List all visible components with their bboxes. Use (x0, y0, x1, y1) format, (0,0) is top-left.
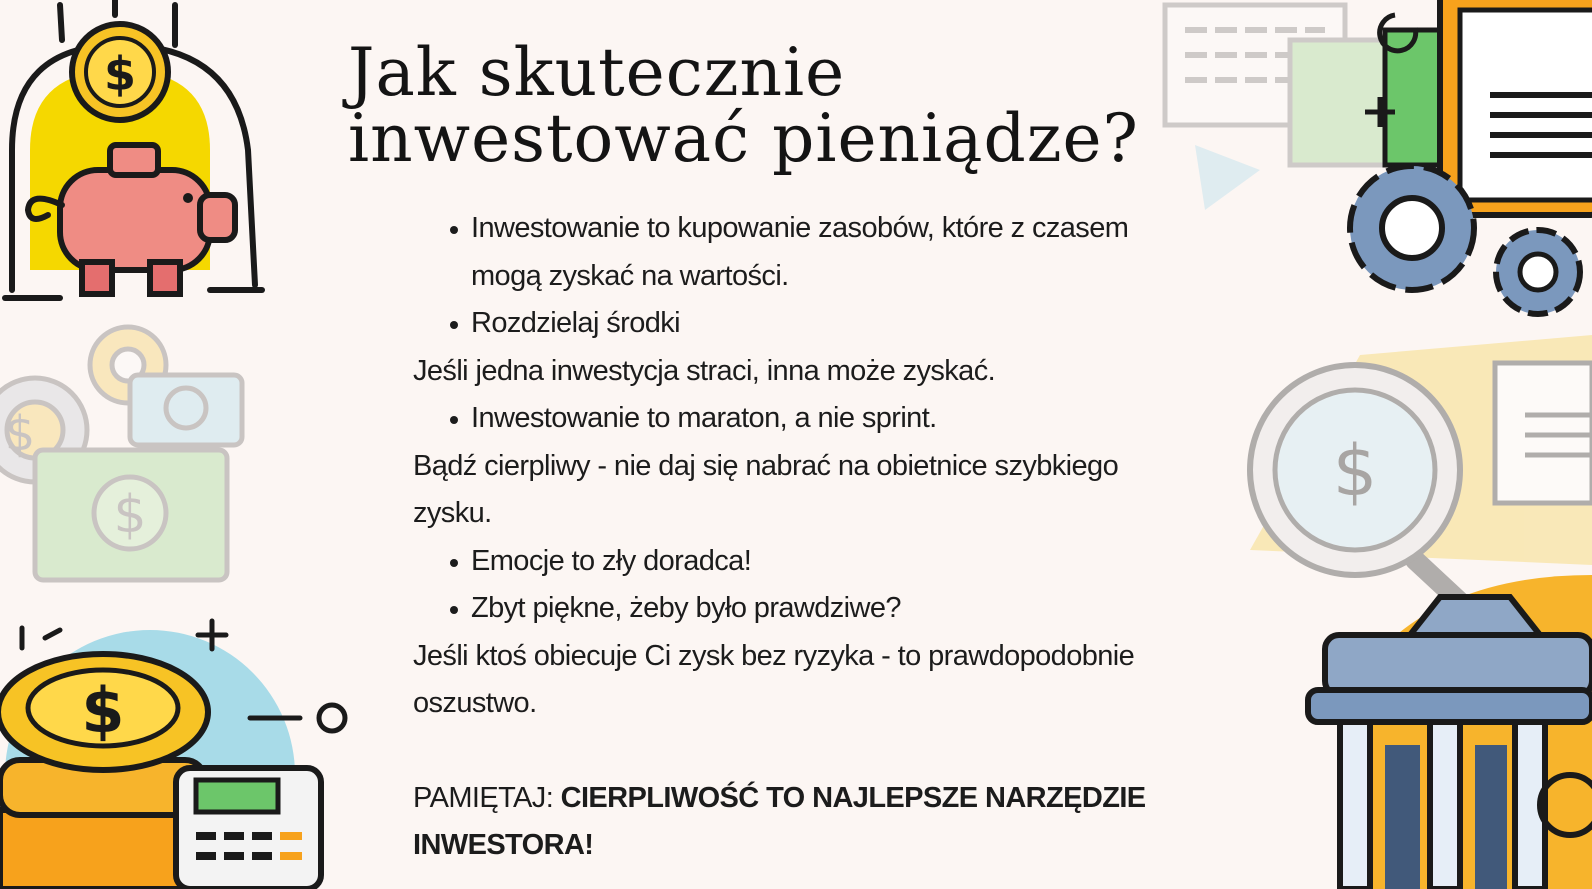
remember-note (413, 775, 1193, 870)
remember-prefix: PAMIĘTAJ: (413, 781, 561, 814)
money-dollar-glyph: $ (113, 485, 147, 545)
bank-building-icon (1300, 575, 1592, 889)
list-item: Emocje to zły doradca! (413, 538, 1193, 586)
magnifier-dollar-glyph: $ (1332, 430, 1378, 512)
page-title (348, 34, 1139, 177)
magnifier-dollar-icon (1240, 335, 1592, 615)
piggy-bank-coin-icon (0, 0, 280, 310)
list-item: Inwestowanie to maraton, a nie sprint. (413, 395, 1193, 443)
coin-dollar-glyph: $ (103, 47, 137, 101)
list-item: Inwestowanie to kupowanie zasobów, które z czasem mogą zyskać na wartości. (413, 205, 1193, 300)
list-item-note: Jeśli jedna inwestycja straci, inna może zyskać. (413, 354, 996, 387)
tips-list (413, 205, 1193, 870)
coin-stack-calculator-icon (0, 610, 360, 889)
remember-emphasis: CIERPLIWOŚĆ TO NAJLEPSZE NARZĘDZIE INWESTORA! (413, 781, 1146, 861)
gear-dollar-glyph: $ (4, 406, 36, 462)
page-title-line-2: inwestować pieniądze? (348, 100, 1139, 177)
list-item: Zbyt piękne, żeby było prawdziwe? (413, 585, 1193, 633)
coin-stack-dollar-glyph: $ (81, 674, 125, 747)
documents-gears-icon (1160, 0, 1592, 330)
list-item-note: Jeśli ktoś obiecuje Ci zysk bez ryzyka - to prawdopodobnie oszustwo. (413, 639, 1135, 719)
page-title-line-1: Jak skutecznie (348, 34, 846, 111)
faded-money-gear-icon (0, 300, 260, 590)
list-item-note: Bądź cierpliwy - nie daj się nabrać na obietnice szybkiego zysku. (413, 449, 1119, 529)
list-item: Rozdzielaj środki (413, 300, 1193, 348)
